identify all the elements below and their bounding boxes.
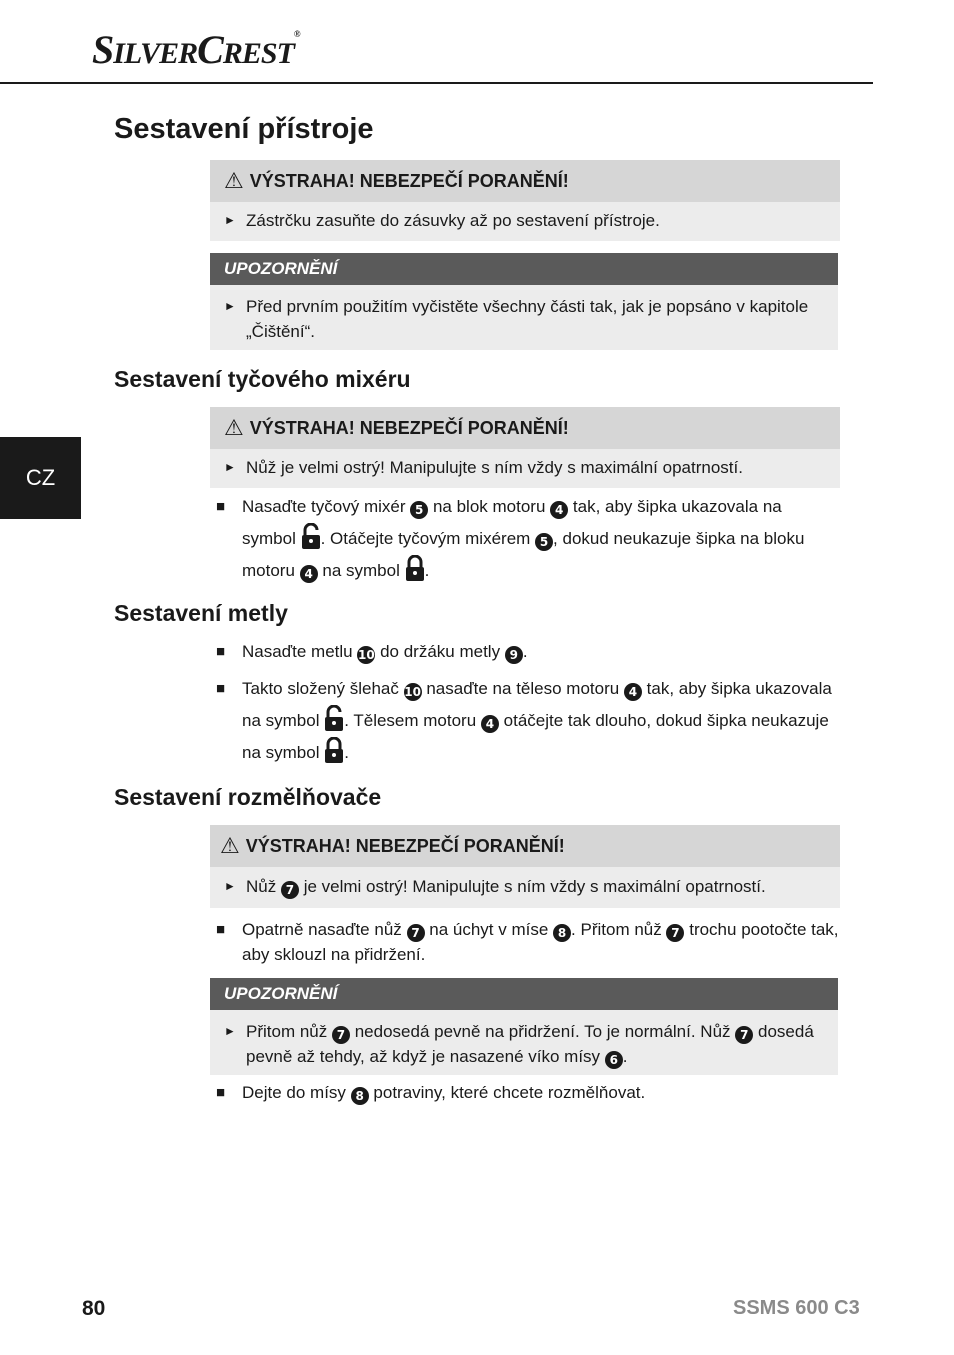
list-item: ■ Nasaďte metlu 10 do držáku metly 9 . <box>216 639 840 665</box>
stick-mixer-steps <box>216 491 840 597</box>
warning-text: Zástrčku zasuňte do zásuvky až po sestavení přístroje. <box>246 211 660 230</box>
part-number: 7 <box>407 924 425 942</box>
part-number: 8 <box>553 924 571 942</box>
part-number: 5 <box>535 533 553 551</box>
warning-box-1 <box>210 160 840 241</box>
part-number: 4 <box>624 683 642 701</box>
part-number: 5 <box>410 501 428 519</box>
chopper-steps-1 <box>216 917 840 977</box>
section-heading-chopper: Sestavení rozmělňovače <box>114 784 382 810</box>
square-bullet-icon: ■ <box>216 1084 226 1101</box>
warning-text: Nůž je velmi ostrý! Manipulujte s ním vždy s maximální opatrností. <box>246 458 743 477</box>
page-number: 80 <box>82 1297 106 1320</box>
square-bullet-icon: ■ <box>216 643 226 660</box>
part-number: 8 <box>351 1087 369 1105</box>
arrow-right-icon: ► <box>224 1024 236 1038</box>
brand-logo: SILVERCREST® <box>92 27 300 72</box>
part-number: 7 <box>735 1026 753 1044</box>
part-number: 10 <box>404 685 421 699</box>
note-label: UPOZORNĚNÍ <box>224 984 338 1003</box>
whisk-steps <box>216 639 840 779</box>
arrow-right-icon: ► <box>224 879 236 893</box>
part-number: 6 <box>605 1051 623 1069</box>
arrow-right-icon: ► <box>224 213 236 227</box>
language-tab: CZ <box>0 437 81 519</box>
section-heading-whisk: Sestavení metly <box>114 600 288 626</box>
square-bullet-icon: ■ <box>216 680 226 697</box>
part-number: 7 <box>281 881 299 899</box>
part-number: 4 <box>300 565 318 583</box>
list-item: ■ Takto složený šlehač 10 nasaďte na těleso motoru 4 tak, aby šipka ukazovala na symbol . Tělesem motoru 4 otáčejte tak dlouho, dokud šipka neukazuje na symbol . <box>216 673 840 769</box>
warning-label: VÝSTRAHA! NEBEZPEČÍ PORANĚNÍ! <box>249 170 569 191</box>
locked-padlock-icon <box>324 737 344 763</box>
list-item: ■ Nasaďte tyčový mixér 5 na blok motoru 4 tak, aby šipka ukazovala na symbol . Otáčejte tyčovým mixérem 5 , dokud neukazuje šipka na bloku motoru 4 na symbol . <box>216 491 840 587</box>
warning-label: VÝSTRAHA! NEBEZPEČÍ PORANĚNÍ! <box>249 417 569 438</box>
arrow-right-icon: ► <box>224 299 236 313</box>
part-number: 4 <box>550 501 568 519</box>
square-bullet-icon: ■ <box>216 921 226 938</box>
part-number: 7 <box>332 1026 350 1044</box>
chopper-steps-2 <box>216 1080 840 1115</box>
warning-text: Nůž 7 je velmi ostrý! Manipulujte s ním vždy s maximální opatrností. <box>246 877 766 897</box>
header-rule <box>0 82 873 84</box>
part-number: 7 <box>666 924 684 942</box>
unlocked-padlock-icon <box>301 523 321 549</box>
warning-label: VÝSTRAHA! NEBEZPEČÍ PORANĚNÍ! <box>245 835 565 856</box>
list-item: ■ Opatrně nasaďte nůž 7 na úchyt v míse 8 . Přitom nůž 7 trochu pootočte tak, aby sklouzl na přidržení. <box>216 917 840 967</box>
arrow-right-icon: ► <box>224 460 236 474</box>
unlocked-padlock-icon <box>324 705 344 731</box>
warning-triangle-icon: ⚠ <box>224 168 244 193</box>
page-title: Sestavení přístroje <box>114 113 374 145</box>
square-bullet-icon: ■ <box>216 498 226 515</box>
note-text: Přitom nůž 7 nedosedá pevně na přidržení. To je normální. Nůž 7 dosedá pevně až tehdy, až když je nasazené víko mísy 6 . <box>246 1022 814 1067</box>
list-item: ■ Dejte do mísy 8 potraviny, které chcete rozmělňovat. <box>216 1080 840 1105</box>
warning-triangle-icon: ⚠ <box>220 833 240 858</box>
locked-padlock-icon <box>405 555 425 581</box>
note-box-1 <box>210 253 838 350</box>
section-heading-stick-mixer: Sestavení tyčového mixéru <box>114 366 411 392</box>
note-text: Před prvním použitím vyčistěte všechny části tak, jak je popsáno v kapitole „Čištění“. <box>246 297 809 341</box>
note-label: UPOZORNĚNÍ <box>224 259 338 278</box>
model-number: SSMS 600 C3 <box>733 1297 860 1319</box>
warning-box-3 <box>210 825 840 908</box>
part-number: 10 <box>357 648 375 662</box>
note-box-2 <box>210 978 838 1075</box>
warning-triangle-icon: ⚠ <box>224 415 244 440</box>
part-number: 9 <box>505 646 523 664</box>
part-number: 4 <box>481 715 499 733</box>
warning-box-2 <box>210 407 840 488</box>
